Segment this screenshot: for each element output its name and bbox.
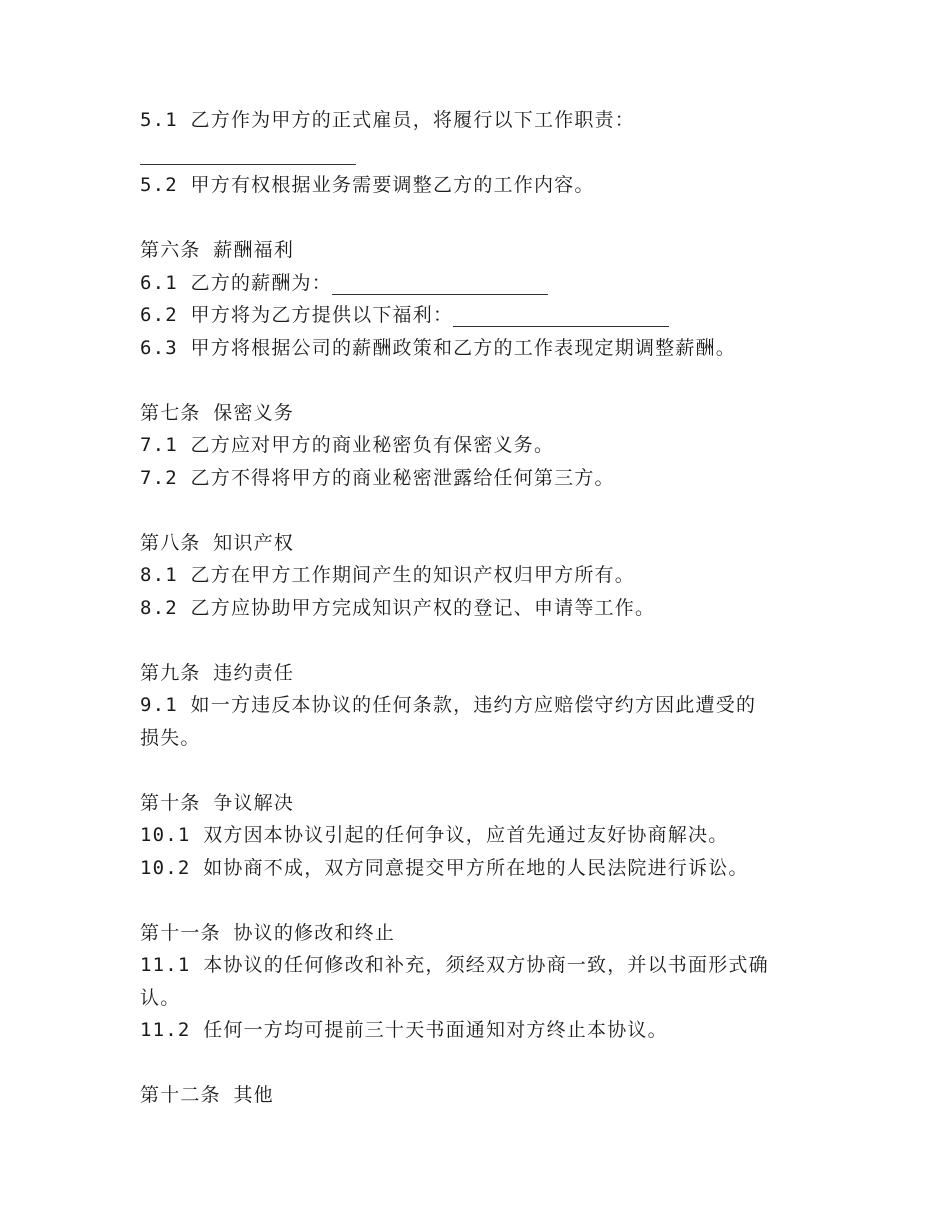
article-7-heading: 第七条 保密义务 — [140, 401, 295, 424]
clause-7-2: 7.2 乙方不得将甲方的商业秘密泄露给任何第三方。 — [140, 466, 615, 489]
clause-10-1: 10.1 双方因本协议引起的任何争议，应首先通过友好协商解决。 — [140, 824, 729, 846]
clause-11-1-line2: 认。 — [140, 986, 181, 1009]
article-12-heading: 第十二条 其他 — [140, 1084, 274, 1106]
article-10-heading: 第十条 争议解决 — [140, 791, 295, 814]
clause-6-1-text: 6.1 乙方的薪酬为： — [140, 271, 332, 294]
clause-9-1-line1: 9.1 如一方违反本协议的任何条款，违约方应赔偿守约方因此遭受的 — [140, 694, 757, 716]
article-8-heading: 第八条 知识产权 — [140, 531, 295, 554]
fill-in-blank — [332, 293, 548, 295]
article-9-heading: 第九条 违约责任 — [140, 661, 295, 684]
clause-6-2 — [140, 299, 820, 332]
article-6-heading: 第六条 薪酬福利 — [140, 239, 295, 261]
clause-11-1-line1: 11.1 本协议的任何修改和补充，须经双方协商一致，并以书面形式确 — [140, 954, 769, 976]
clause-6-3: 6.3 甲方将根据公司的薪酬政策和乙方的工作表现定期调整薪酬。 — [140, 336, 736, 359]
fill-in-blank — [453, 325, 669, 327]
fill-in-blank — [140, 163, 356, 165]
clause-5-1: 5.1 乙方作为甲方的正式雇员，将履行以下工作职责： — [140, 109, 635, 131]
clause-11-2: 11.2 任何一方均可提前三十天书面通知对方终止本协议。 — [140, 1019, 668, 1041]
clause-6-2-text: 6.2 甲方将为乙方提供以下福利： — [140, 304, 454, 326]
clause-8-2: 8.2 乙方应协助甲方完成知识产权的登记、申请等工作。 — [140, 596, 656, 619]
contract-page — [140, 104, 820, 1112]
clause-10-2: 10.2 如协商不成，双方同意提交甲方所在地的人民法院进行诉讼。 — [140, 856, 749, 879]
clause-9-1-line2: 损失。 — [140, 726, 201, 749]
clause-5-2: 5.2 甲方有权根据业务需要调整乙方的工作内容。 — [140, 174, 595, 196]
clause-8-1: 8.1 乙方在甲方工作期间产生的知识产权归甲方所有。 — [140, 564, 635, 586]
clause-5-1-blank — [140, 137, 820, 170]
clause-7-1: 7.1 乙方应对甲方的商业秘密负有保密义务。 — [140, 434, 555, 456]
article-11-heading: 第十一条 协议的修改和终止 — [140, 921, 396, 944]
clause-6-1 — [140, 267, 820, 300]
